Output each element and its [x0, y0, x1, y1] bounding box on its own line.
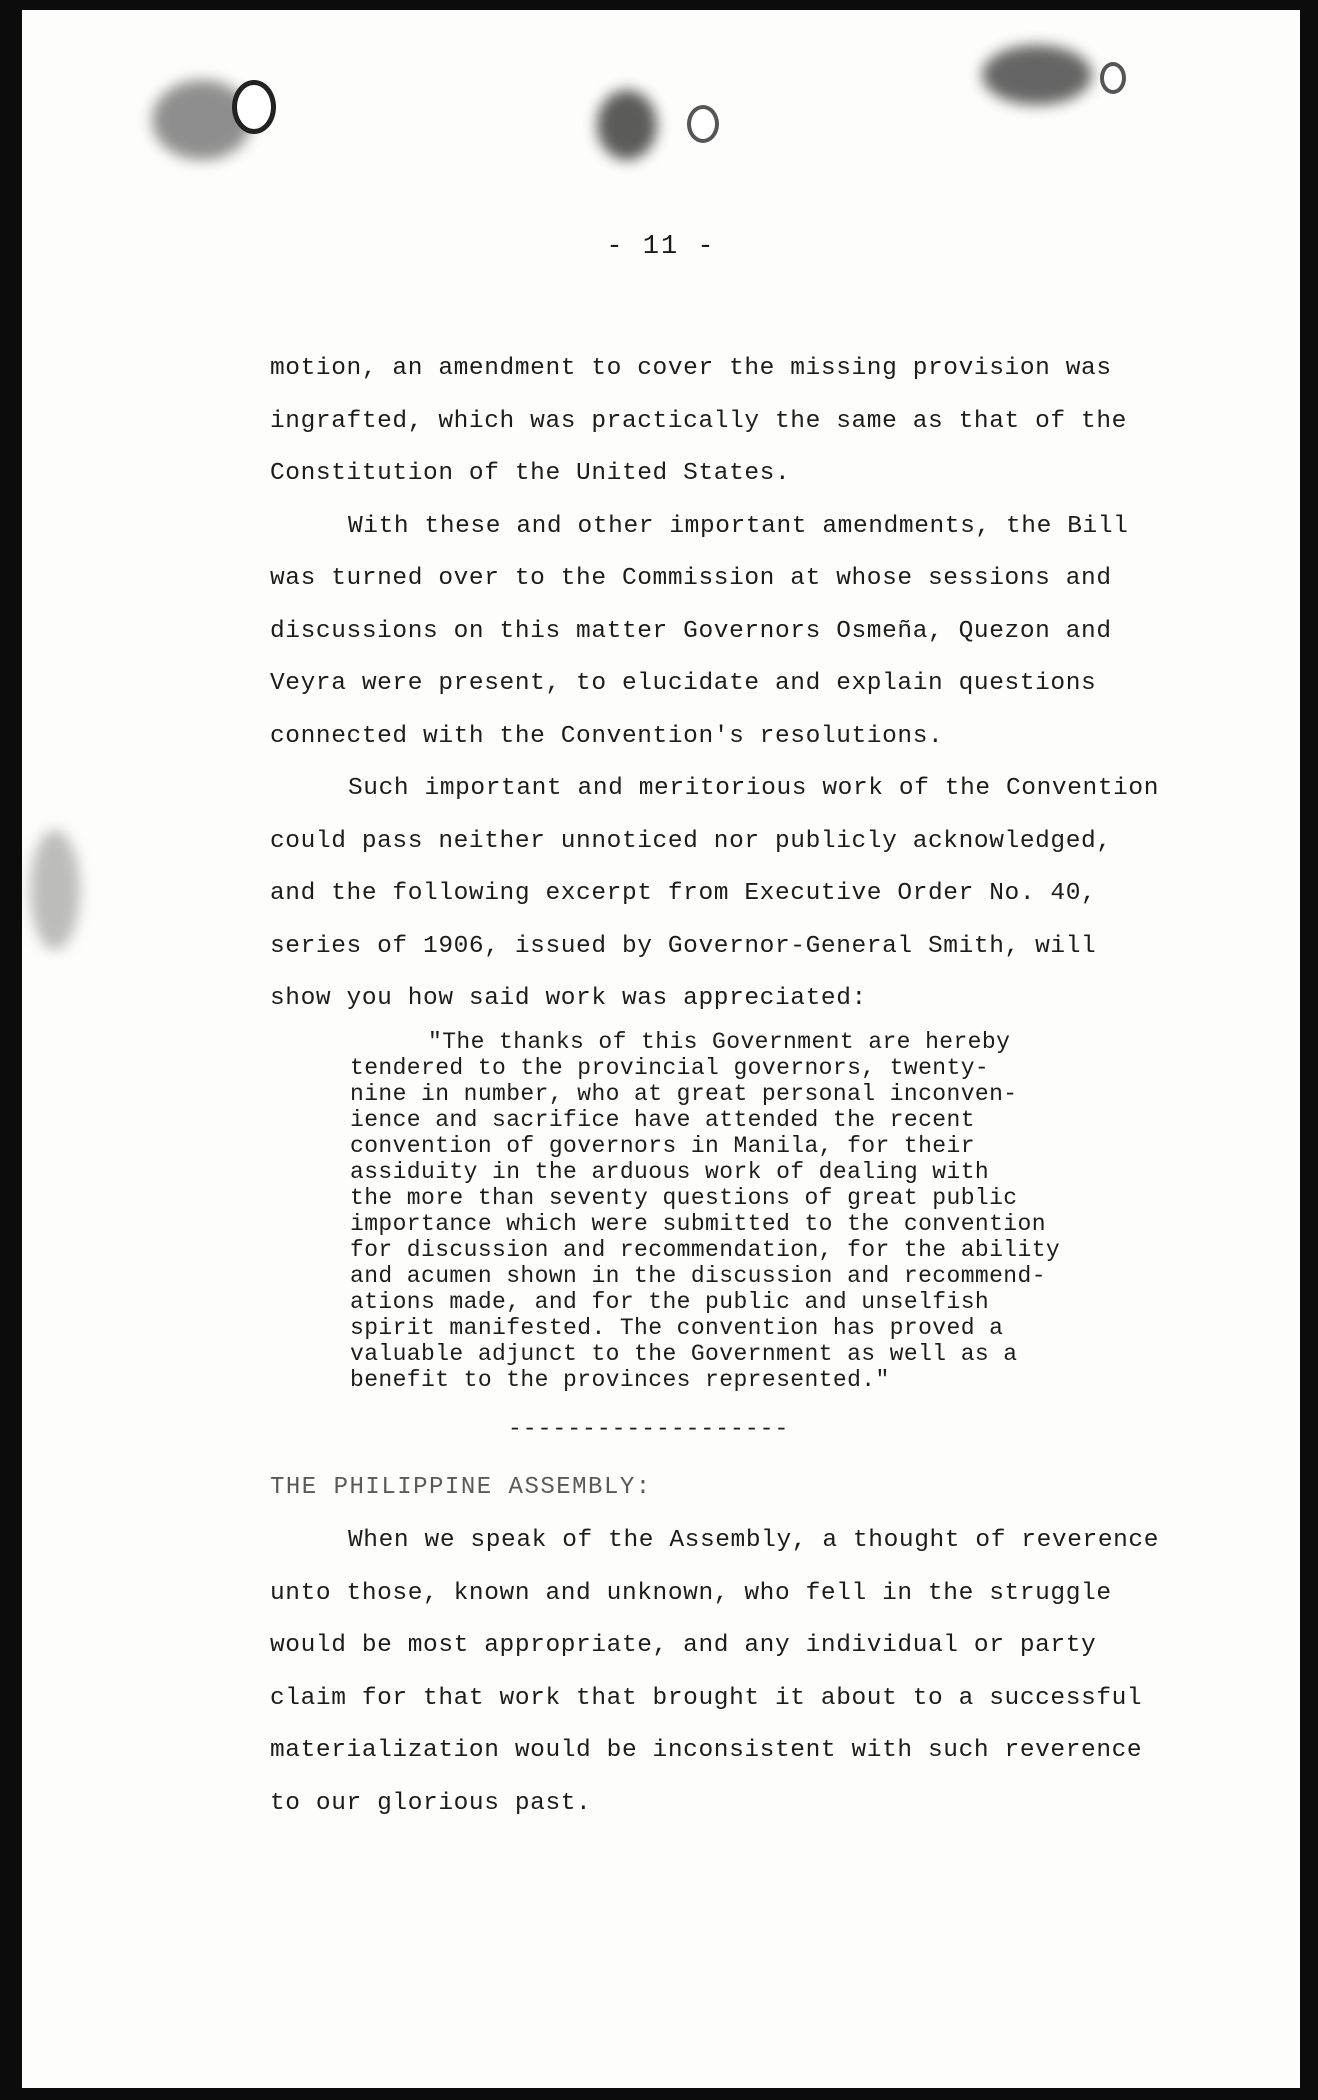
- text-line: show you how said work was appreciated:: [270, 985, 867, 1012]
- quote-line: benefit to the provinces represented.": [350, 1367, 890, 1393]
- quote-line: tendered to the provincial governors, twenty-: [350, 1055, 990, 1081]
- block-quote: [350, 1029, 1190, 1393]
- punch-hole-center: [687, 105, 719, 143]
- text-line: unto those, known and unknown, who fell in the struggle: [270, 1579, 1112, 1607]
- text-line: Veyra were present, to elucidate and explain questions: [270, 670, 1097, 697]
- section-divider: -------------------: [508, 1416, 790, 1442]
- quote-line: and acumen shown in the discussion and recommend-: [350, 1263, 1046, 1289]
- quote-line: nine in number, who at great personal inconven-: [350, 1081, 1018, 1107]
- section-heading: THE PHILIPPINE ASSEMBLY:: [270, 1474, 652, 1501]
- quote-line: ations made, and for the public and unselfish: [350, 1289, 990, 1315]
- text-line: With these and other important amendments, the Bill: [348, 512, 1129, 540]
- text-line: discussions on this matter Governors Osmeña, Quezon and: [270, 617, 1112, 645]
- text-line: ingrafted, which was practically the same as that of the: [270, 407, 1127, 435]
- text-line: connected with the Convention's resolutions.: [270, 722, 944, 750]
- punch-hole-right: [1100, 62, 1126, 94]
- quote-line: spirit manifested. The convention has proved a: [350, 1315, 1004, 1341]
- text-line: was turned over to the Commission at whose sessions and: [270, 565, 1112, 592]
- document-page: [22, 10, 1300, 2088]
- text-line: series of 1906, issued by Governor-General Smith, will: [270, 932, 1097, 960]
- quote-line: "The thanks of this Government are hereby: [428, 1029, 1011, 1055]
- text-line: Constitution of the United States.: [270, 460, 791, 487]
- text-line: to our glorious past.: [270, 1789, 592, 1817]
- quote-line: convention of governors in Manila, for their: [350, 1133, 975, 1159]
- text-line: When we speak of the Assembly, a thought of reverence: [348, 1527, 1160, 1554]
- smudge-right: [982, 45, 1092, 105]
- smudge-center: [597, 90, 657, 160]
- quote-line: valuable adjunct to the Government as well as a: [350, 1341, 1018, 1367]
- section-paragraph: [270, 1515, 1200, 1830]
- quote-line: for discussion and recommendation, for the ability: [350, 1237, 1061, 1263]
- text-line: could pass neither unnoticed nor publicly acknowledged,: [270, 827, 1112, 855]
- quote-line: the more than seventy questions of great public: [350, 1185, 1018, 1211]
- punch-hole-left: [232, 80, 276, 134]
- text-line: would be most appropriate, and any individual or party: [270, 1632, 1097, 1659]
- text-line: motion, an amendment to cover the missing provision was: [270, 355, 1112, 382]
- page-number: - 11 -: [606, 232, 716, 262]
- smudge-margin: [30, 830, 80, 950]
- text-line: and the following excerpt from Executive Order No. 40,: [270, 880, 1097, 907]
- text-line: claim for that work that brought it about to a successful: [270, 1684, 1143, 1712]
- quote-line: ience and sacrifice have attended the recent: [350, 1107, 975, 1133]
- body-paragraphs: [270, 343, 1200, 1026]
- quote-line: importance which were submitted to the convention: [350, 1211, 1046, 1237]
- text-line: Such important and meritorious work of the Convention: [348, 775, 1160, 802]
- text-line: materialization would be inconsistent with such reverence: [270, 1737, 1143, 1764]
- quote-line: assiduity in the arduous work of dealing with: [350, 1159, 990, 1185]
